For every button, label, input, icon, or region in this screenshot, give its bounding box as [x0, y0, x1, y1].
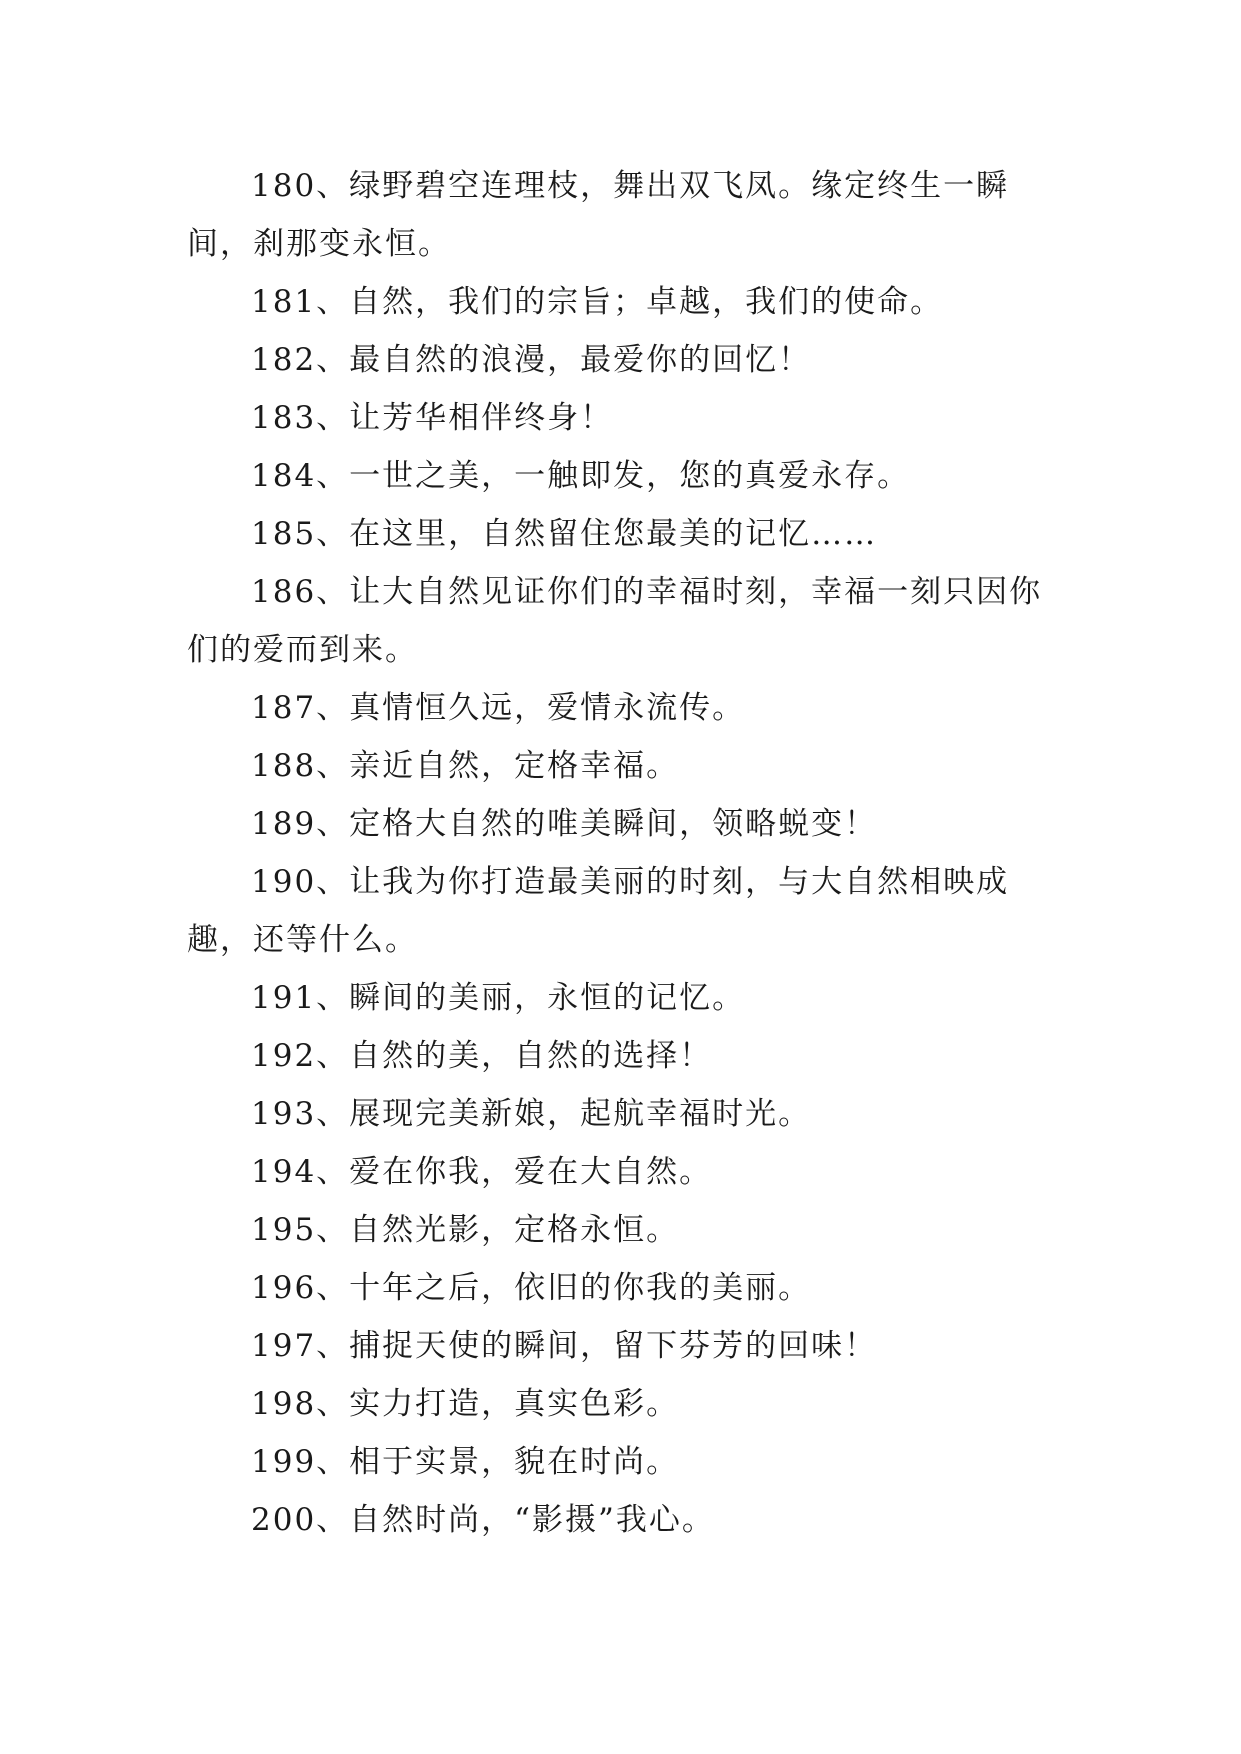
- document-body: [187, 157, 1067, 1549]
- slogan-paragraph: 186、让大自然见证你们的幸福时刻，幸福一刻只因你们的爱而到来。: [187, 574, 1043, 668]
- slogan-paragraph: 183、让芳华相伴终身！: [251, 400, 614, 436]
- slogan-paragraph: 184、一世之美，一触即发，您的真爱永存。: [251, 458, 911, 494]
- slogan-paragraph: 200、自然时尚，“影摄”我心。: [251, 1502, 715, 1538]
- slogan-paragraph: 181、自然，我们的宗旨；卓越，我们的使命。: [251, 284, 944, 320]
- slogan-paragraph: 197、捕捉天使的瞬间，留下芬芳的回味！: [251, 1328, 878, 1364]
- slogan-paragraph: 191、瞬间的美丽，永恒的记忆。: [251, 980, 746, 1016]
- slogan-paragraph: 198、实力打造，真实色彩。: [251, 1386, 680, 1422]
- slogan-paragraph: 195、自然光影，定格永恒。: [251, 1212, 680, 1248]
- slogan-paragraph: 189、定格大自然的唯美瞬间，领略蜕变！: [251, 806, 878, 842]
- slogan-paragraph: 199、相于实景，貌在时尚。: [251, 1444, 680, 1480]
- slogan-paragraph: 193、展现完美新娘，起航幸福时光。: [251, 1096, 812, 1132]
- slogan-paragraph: 182、最自然的浪漫，最爱你的回忆！: [251, 342, 812, 378]
- slogan-paragraph: 196、十年之后，依旧的你我的美丽。: [251, 1270, 812, 1306]
- slogan-paragraph: 190、让我为你打造最美丽的时刻，与大自然相映成趣，还等什么。: [187, 864, 1010, 958]
- slogan-paragraph: 192、自然的美，自然的选择！: [251, 1038, 713, 1074]
- slogan-paragraph: 185、在这里，自然留住您最美的记忆……: [251, 516, 878, 552]
- slogan-paragraph: 188、亲近自然，定格幸福。: [251, 748, 680, 784]
- slogan-paragraph: 187、真情恒久远，爱情永流传。: [251, 690, 746, 726]
- slogan-paragraph: 180、绿野碧空连理枝，舞出双飞凤。缘定终生一瞬间，刹那变永恒。: [187, 168, 1010, 262]
- slogan-paragraph: 194、爱在你我，爱在大自然。: [251, 1154, 713, 1190]
